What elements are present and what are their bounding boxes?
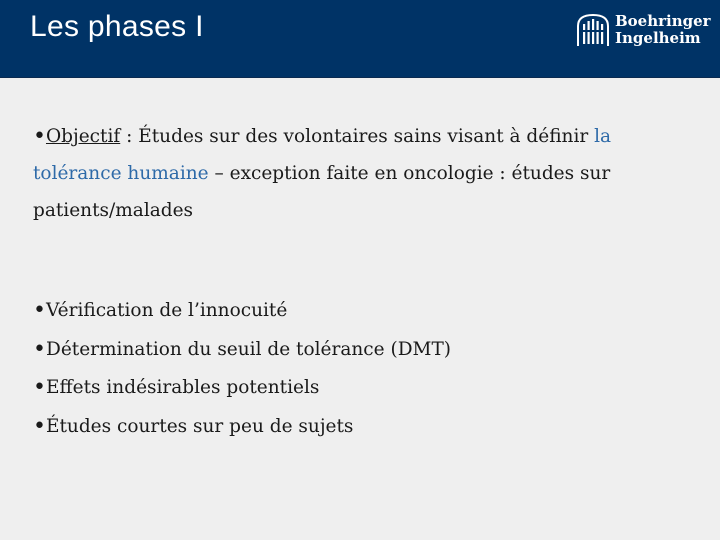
list-item-text: Études courtes sur peu de sujets bbox=[45, 415, 354, 437]
boehringer-ingelheim-logo-icon bbox=[575, 12, 611, 48]
logo-line-2: Ingelheim bbox=[615, 29, 701, 47]
list-item bbox=[33, 369, 698, 408]
objective-highlight: la tolérance humaine bbox=[33, 126, 612, 184]
objective-text-1: : Études sur des volontaires sains visant à définir bbox=[120, 126, 595, 147]
list-item-text: Vérification de l’innocuité bbox=[45, 300, 288, 321]
phase-characteristics-list bbox=[33, 292, 698, 446]
slide-title: Les phases I bbox=[30, 10, 204, 43]
list-item bbox=[33, 331, 698, 370]
bullet-dot: • bbox=[33, 413, 46, 439]
objective-label: Objectif bbox=[45, 126, 121, 147]
bullet-dot: • bbox=[33, 298, 46, 323]
slide-header bbox=[0, 0, 720, 78]
bullet-dot: • bbox=[33, 336, 46, 362]
objective-paragraph bbox=[33, 118, 698, 229]
objective-text-2: – exception faite en oncologie : études sur patients/malades bbox=[33, 163, 611, 221]
bullet-dot: • bbox=[33, 375, 46, 400]
logo-line-1: Boehringer bbox=[615, 12, 711, 30]
company-logo bbox=[575, 12, 710, 52]
list-item-text: Détermination du seuil de tolérance (DMT) bbox=[45, 338, 452, 360]
list-item bbox=[33, 408, 698, 447]
bullet-dot: • bbox=[33, 124, 46, 149]
list-item-text: Effets indésirables potentiels bbox=[45, 377, 320, 398]
logo-wordmark bbox=[615, 13, 711, 47]
list-item bbox=[33, 292, 698, 331]
slide-body bbox=[33, 118, 698, 446]
